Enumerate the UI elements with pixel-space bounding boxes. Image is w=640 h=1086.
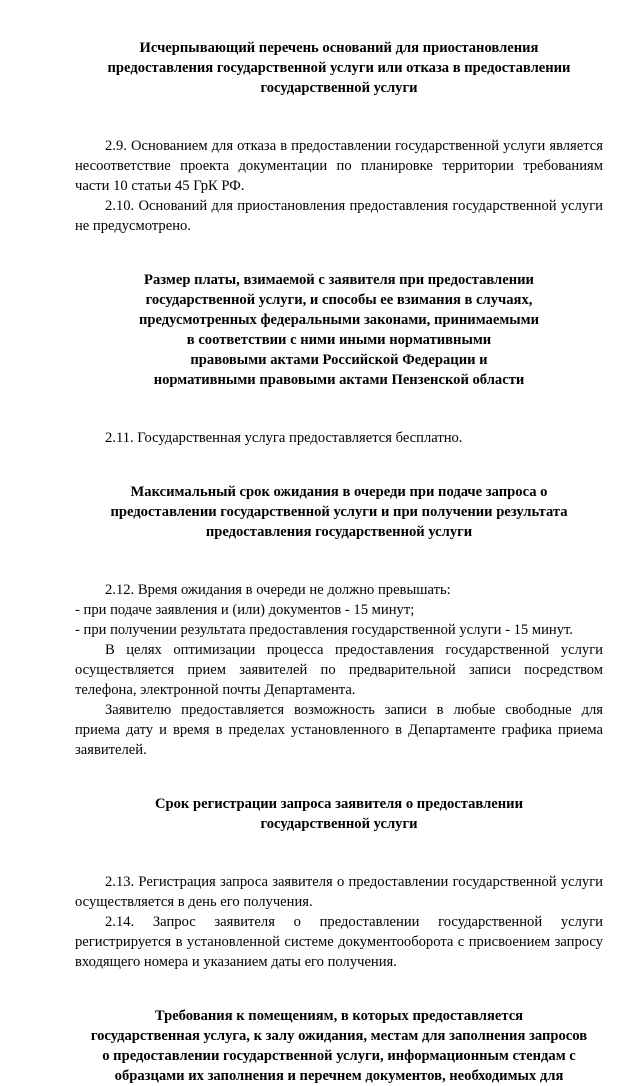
heading-line: образцами их заполнения и перечнем документов, необходимых для <box>114 1068 564 1084</box>
list-item-submission: - при подаче заявления и (или) документов - 15 минут; <box>75 602 415 618</box>
heading-line: Размер платы, взимаемой с заявителя при предоставлении <box>144 272 534 288</box>
paragraph-optimization: В целях оптимизации процесса предоставления государственной услуги осуществляется прием заявителей по предварительной записи посредством телефона, электронной почты Департамента. <box>75 642 603 698</box>
paragraph-2-10: 2.10. Оснований для приостановления предоставления государственной услуги не предусмотрено. <box>75 198 603 234</box>
paragraph-2-14: 2.14. Запрос заявителя о предоставлении государственной услуги регистрируется в установленной системе документооборота с присвоением запросу входящего номера и указанием даты его получения. <box>75 914 603 970</box>
heading-line: государственной услуги, и способы ее взимания в случаях, <box>145 292 533 308</box>
heading-line: нормативными правовыми актами Пензенской области <box>153 372 525 388</box>
paragraph-appointment: Заявителю предоставляется возможность записи в любые свободные для приема дату и время в пределах установленного в Департаменте графика приема заявителей. <box>75 702 603 758</box>
heading-line: правовыми актами Российской Федерации и <box>190 352 488 368</box>
heading-line: Требования к помещениям, в которых предоставляется <box>154 1008 524 1024</box>
paragraph-2-12: 2.12. Время ожидания в очереди не должно превышать: <box>105 582 451 598</box>
document-page <box>75 38 603 1086</box>
heading-line: государственная услуга, к залу ожидания, местам для заполнения запросов <box>90 1028 588 1044</box>
heading-line: предусмотренных федеральными законами, принимаемыми <box>138 312 540 328</box>
section-heading-registration <box>75 794 603 834</box>
heading-line: государственной услуги <box>260 80 418 96</box>
heading-line: Максимальный срок ожидания в очереди при подаче запроса о <box>130 484 548 500</box>
paragraph-2-13: 2.13. Регистрация запроса заявителя о предоставлении государственной услуги осуществляется в день его получения. <box>75 874 603 910</box>
section-heading-waiting-time <box>75 482 603 542</box>
list-item-result: - при получении результата предоставления государственной услуги - 15 минут. <box>75 622 573 638</box>
heading-line: предоставления государственной услуги <box>205 524 473 540</box>
section-heading-premises <box>75 1006 603 1086</box>
heading-line: государственной услуги <box>260 816 418 832</box>
heading-line: Срок регистрации запроса заявителя о предоставлении <box>154 796 523 812</box>
heading-line: предоставлении государственной услуги и при получении результата <box>110 504 568 520</box>
heading-line: в соответствии с ними иными нормативными <box>186 332 492 348</box>
heading-line: предоставления государственной услуги или отказа в предоставлении <box>107 60 571 76</box>
paragraph-2-11: 2.11. Государственная услуга предоставляется бесплатно. <box>105 430 463 446</box>
section-heading-suspension-grounds <box>75 38 603 98</box>
paragraph-2-9: 2.9. Основанием для отказа в предоставлении государственной услуги является несоответствие проекта документации по планировке территории требованиям части 10 статьи 45 ГрК РФ. <box>75 138 603 194</box>
heading-line: Исчерпывающий перечень оснований для приостановления <box>139 40 539 56</box>
section-heading-fee <box>75 270 603 390</box>
heading-line: о предоставлении государственной услуги, информационным стендам с <box>102 1048 576 1064</box>
